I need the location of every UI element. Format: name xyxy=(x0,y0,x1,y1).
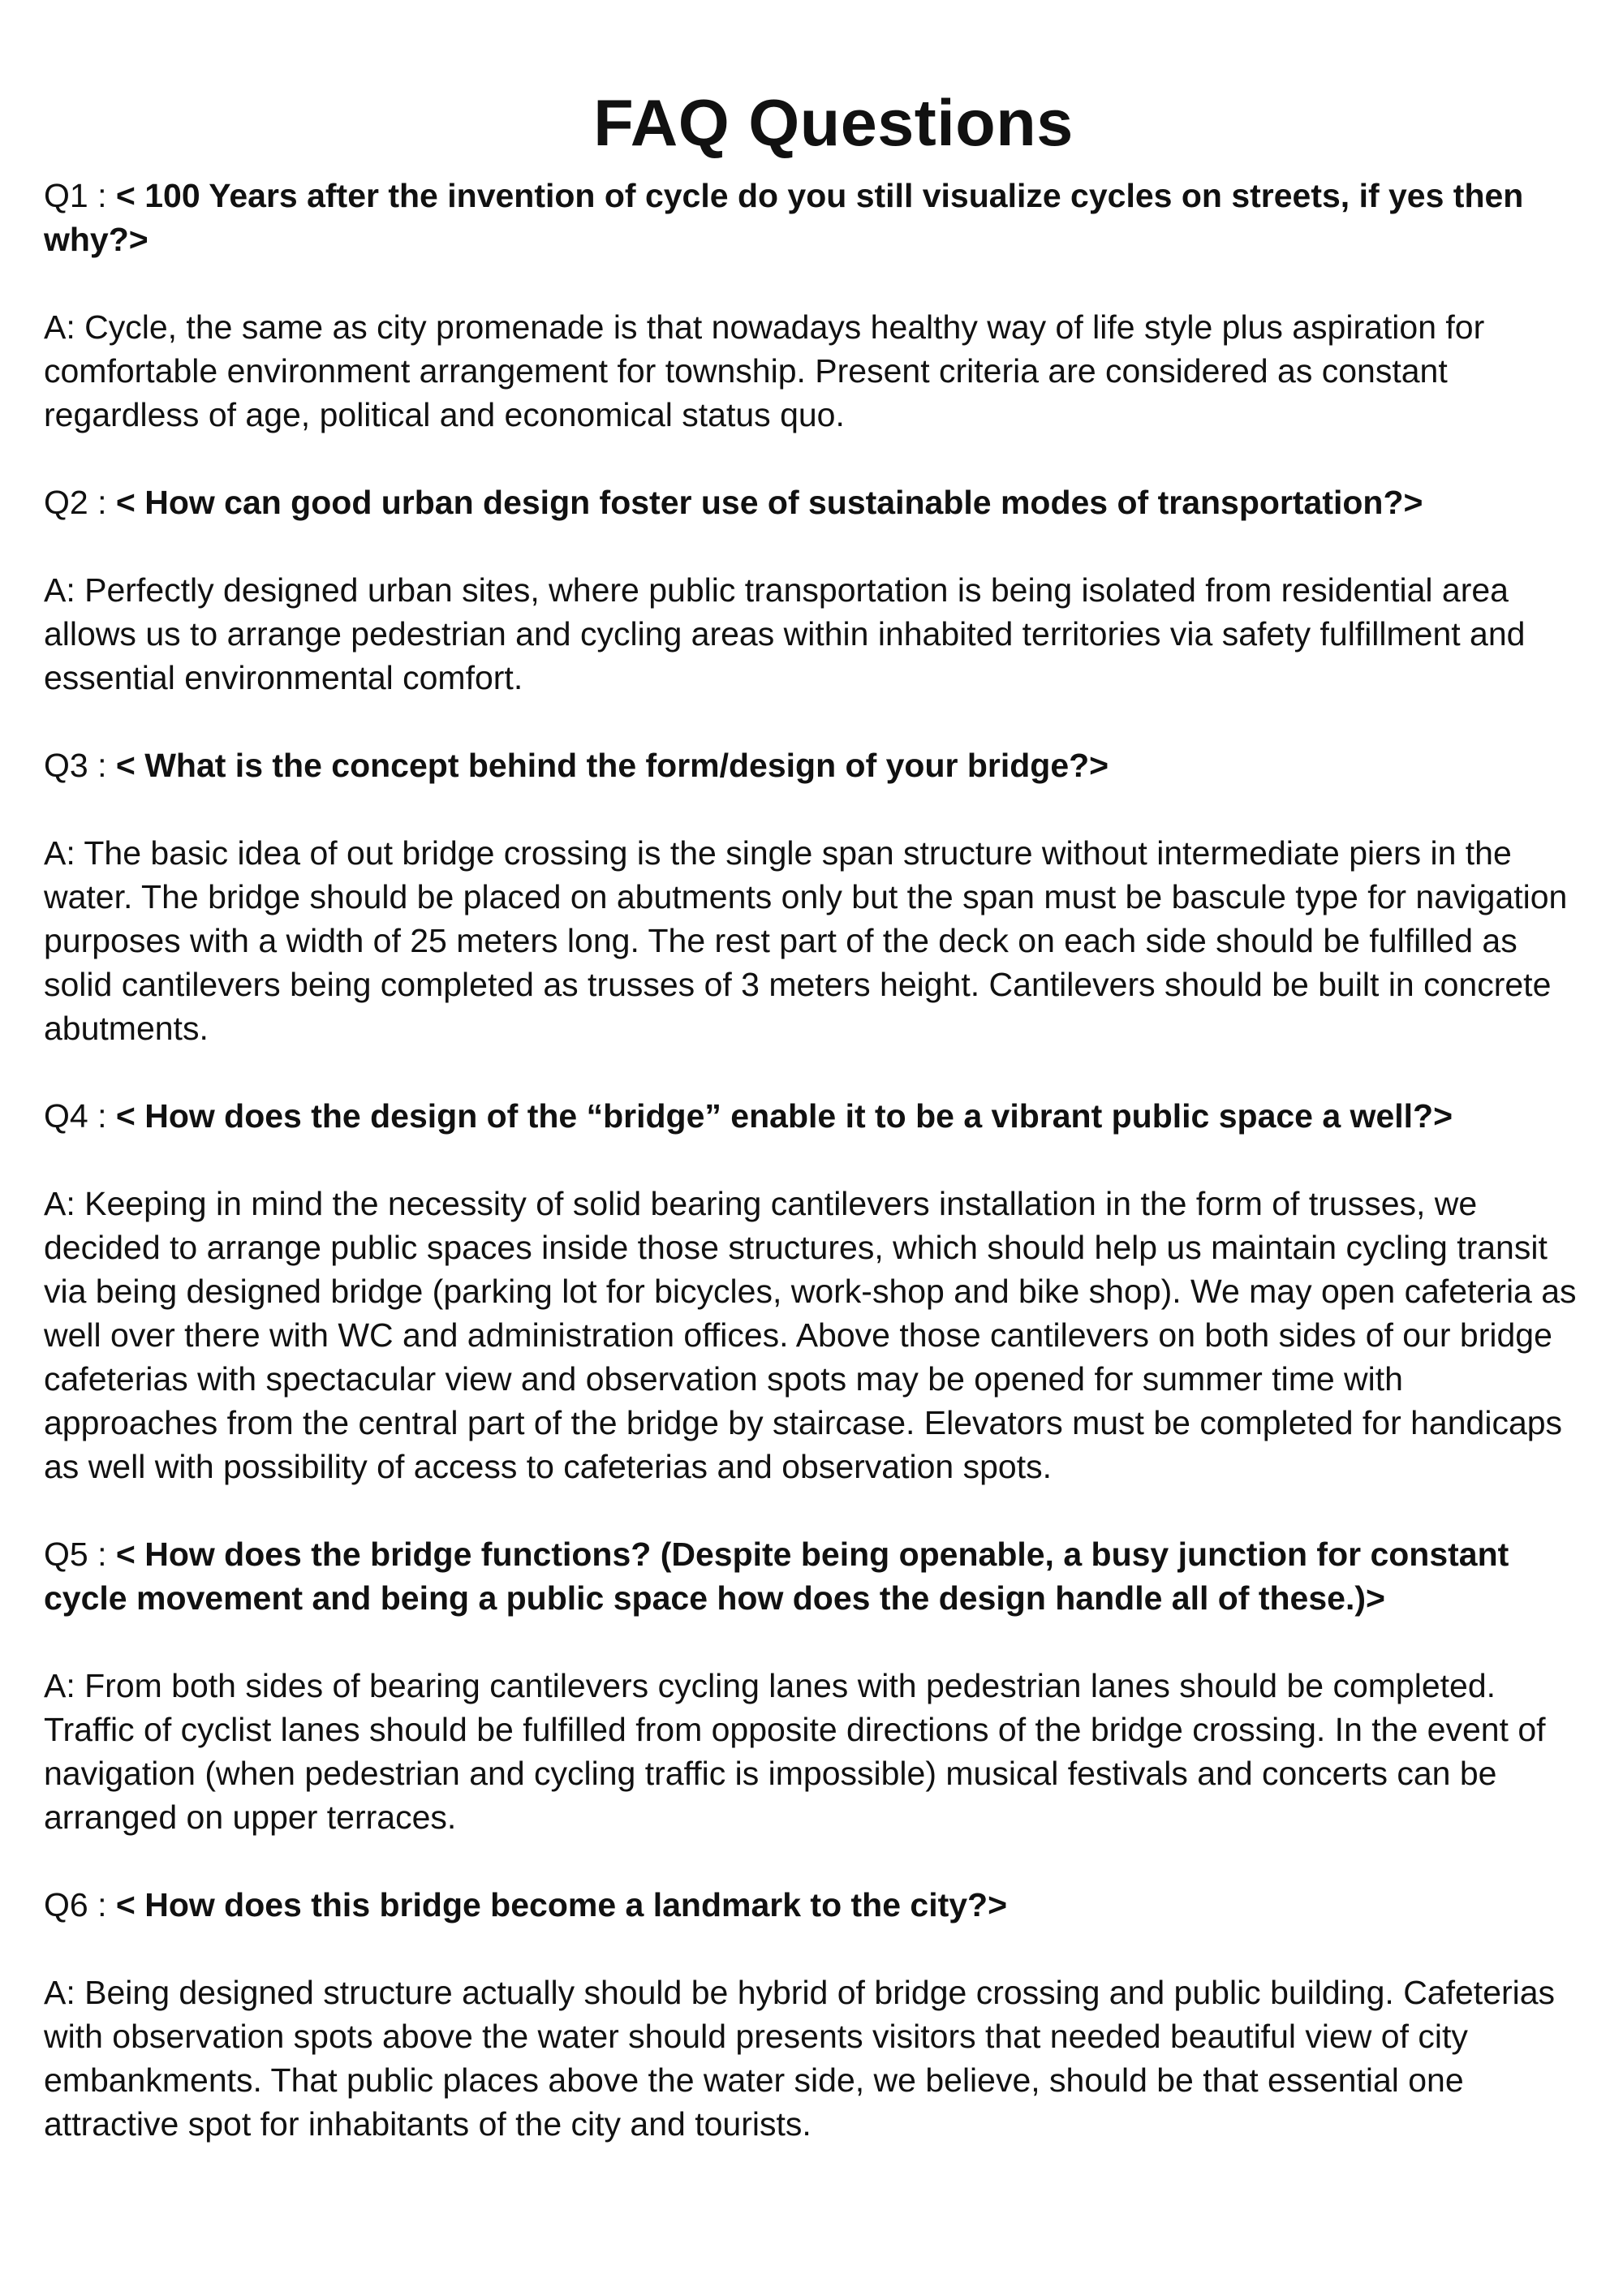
question-text: < 100 Years after the invention of cycle do you still visualize cycles on streets, if yes then why?> xyxy=(44,177,1524,258)
question-label: Q2 : xyxy=(44,484,116,521)
question xyxy=(44,1094,1586,1138)
faq-item-5 xyxy=(44,1532,1586,1839)
question-text: < How does this bridge become a landmark to the city?> xyxy=(115,1886,1008,1923)
answer-text: A: Perfectly designed urban sites, where public transportation is being isolated from residential area allows us to arrange pedestrian and cycling areas within inhabited territories via safety fulfillment and essential environmental comfort. xyxy=(44,571,1526,696)
answer-text: A: Being designed structure actually should be hybrid of bridge crossing and public building. Cafeterias with observation spots above the water should presents visitors that needed beautiful view of city embankments. That public places above the water side, we believe, should be that essential one attractive spot for inhabitants of the city and tourists. xyxy=(44,1974,1556,2143)
question-text: < How does the design of the “bridge” enable it to be a vibrant public space a well?> xyxy=(115,1097,1453,1135)
answer-text: A: The basic idea of out bridge crossing is the single span structure without intermediate piers in the water. The bridge should be placed on abutments only but the span must be bascule type for navigation purposes with a width of 25 meters long. The rest part of the deck on each side should be fulfilled as solid cantilevers being completed as trusses of 3 meters height. Cantilevers should be built in concrete abutments. xyxy=(44,834,1568,1047)
question-text: < How does the bridge functions? (Despite being openable, a busy junction for constant cycle movement and being a public space how does the design handle all of these.)> xyxy=(44,1536,1509,1617)
faq-item-3 xyxy=(44,743,1586,1050)
answer-text: A: Keeping in mind the necessity of solid bearing cantilevers installation in the form of trusses, we decided to arrange public spaces inside those structures, which should help us maintain cycling transit via being designed bridge (parking lot for bicycles, work-shop and bike shop). We may open cafeteria as well over there with WC and administration offices. Above those cantilevers on both sides of our bridge cafeterias with spectacular view and observation spots may be opened for summer time with approaches from the central part of the bridge by staircase. Elevators must be completed for handicaps as well with possibility of access to cafeterias and observation spots. xyxy=(44,1185,1577,1485)
page-title: FAQ Questions xyxy=(593,87,1074,160)
question xyxy=(44,1883,1586,1927)
faq-item-1 xyxy=(44,174,1586,437)
faq-item-4 xyxy=(44,1094,1586,1488)
question xyxy=(44,743,1586,787)
question xyxy=(44,174,1586,261)
document-page xyxy=(44,0,1586,2146)
question-text: < What is the concept behind the form/design of your bridge?> xyxy=(115,747,1109,784)
question xyxy=(44,1532,1586,1620)
question xyxy=(44,480,1586,524)
answer-text: A: From both sides of bearing cantilevers cycling lanes with pedestrian lanes should be completed. Traffic of cyclist lanes should be fulfilled from opposite directions of the bridge crossing. In the event of navigation (when pedestrian and cycling traffic is impossible) musical festivals and concerts can be arranged on upper terraces. xyxy=(44,1667,1546,1836)
question-label: Q1 : xyxy=(44,177,116,214)
question-label: Q6 : xyxy=(44,1886,116,1923)
faq-item-2 xyxy=(44,480,1586,700)
question-label: Q4 : xyxy=(44,1097,116,1135)
question-label: Q5 : xyxy=(44,1536,116,1573)
question-label: Q3 : xyxy=(44,747,116,784)
answer-text: A: Cycle, the same as city promenade is that nowadays healthy way of life style plus aspiration for comfortable environment arrangement for township. Present criteria are considered as constant regardless of age, political and economical status quo. xyxy=(44,308,1485,433)
question-text: < How can good urban design foster use of sustainable modes of transportation?> xyxy=(115,484,1423,521)
faq-item-6 xyxy=(44,1883,1586,2146)
